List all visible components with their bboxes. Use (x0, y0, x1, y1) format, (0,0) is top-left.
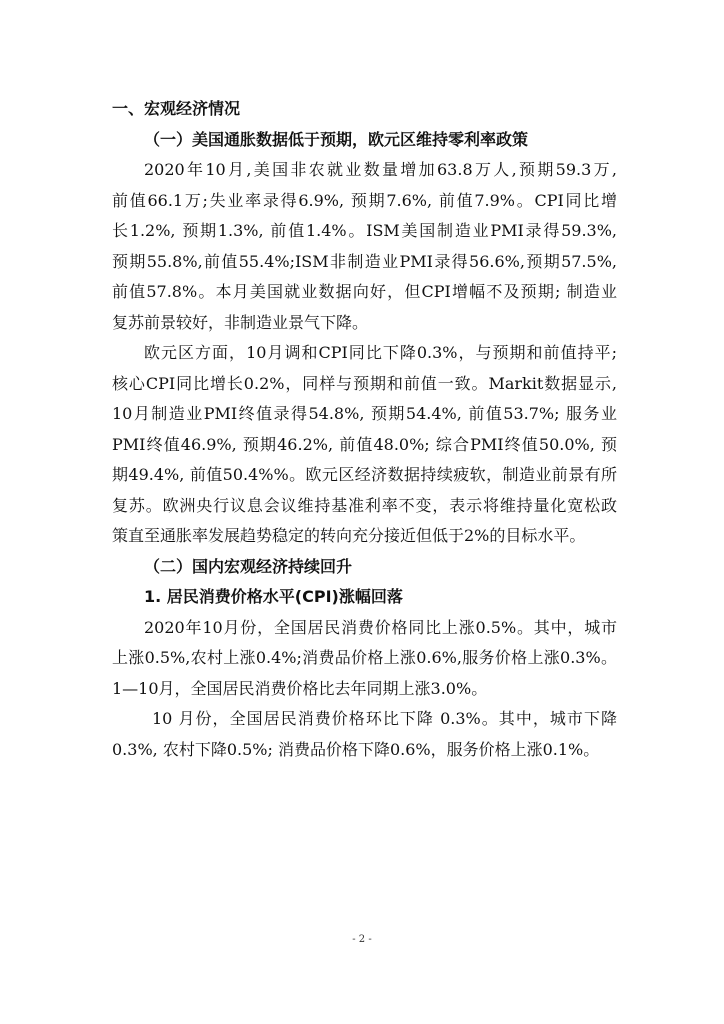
text-line: 预期55.8%,前值55.4%;ISM非制造业PMI录得56.6%,预期57.5%, (112, 251, 617, 271)
text-line: 1—10月，全国居民消费价格比去年同期上涨3.0%。 (112, 678, 488, 698)
text-line: PMI终值46.9%, 预期46.2%, 前值48.0%; 综合PMI终值50.0%, 预 (112, 434, 617, 454)
text-line: 0.3%, 农村下降0.5%; 消费品价格下降0.6%，服务价格上涨0.1%。 (112, 739, 600, 759)
text-line: 欧元区方面，10月调和CPI同比下降0.3%，与预期和前值持平; (144, 343, 617, 362)
text-line: 复苏。欧洲央行议息会议维持基准利率不变，表示将维持量化宽松政 (112, 495, 617, 515)
paragraph-cpi-yoy (112, 613, 617, 705)
text-line: 前值57.8%。本月美国就业数据向好，但CPI增幅不及预期; 制造业 (112, 282, 617, 301)
text-line: 2020年10月,美国非农就业数量增加63.8万人,预期59.3万, (144, 160, 617, 179)
paragraph-us-data (112, 155, 617, 338)
text-line: 前值66.1万;失业率录得6.9%, 预期7.6%, 前值7.9%。CPI同比增 (112, 190, 617, 210)
heading-domestic-economy: （二）国内宏观经济持续回升 (144, 556, 353, 576)
text-line: 长1.2%, 预期1.3%, 前值1.4%。ISM美国制造业PMI录得59.3%, (112, 221, 617, 240)
heading-macro-economy: 一、宏观经济情况 (112, 99, 241, 118)
section-macro (112, 94, 617, 765)
text-line: 10月制造业PMI终值录得54.8%, 预期54.4%, 前值53.7%; 服务业 (112, 404, 617, 423)
text-line: 策直至通胀率发展趋势稳定的转向充分接近但低于2%的目标水平。 (112, 526, 586, 545)
heading-cpi: 1. 居民消费价格水平(CPI)涨幅回落 (144, 587, 403, 606)
text-line: 核心CPI同比增长0.2%，同样与预期和前值一致。Markit数据显示, (112, 373, 617, 393)
text-line: 2020年10月份，全国居民消费价格同比上涨0.5%。其中，城市 (144, 617, 617, 637)
paragraph-eurozone-data (112, 338, 617, 552)
text-line: 复苏前景较好，非制造业景气下降。 (112, 312, 369, 332)
paragraph-cpi-mom (112, 704, 617, 765)
heading-us-eurozone: （一）美国通胀数据低于预期，欧元区维持零利率政策 (144, 129, 529, 149)
page-number: - 2 - (352, 934, 372, 945)
text-line: 10 月份，全国居民消费价格环比下降 0.3%。其中，城市下降 (152, 709, 617, 728)
text-line: 期49.4%, 前值50.4%%。欧元区经济数据持续疲软，制造业前景有所 (112, 465, 617, 484)
text-line: 上涨0.5%,农村上涨0.4%;消费品价格上涨0.6%,服务价格上涨0.3%。 (112, 648, 617, 667)
